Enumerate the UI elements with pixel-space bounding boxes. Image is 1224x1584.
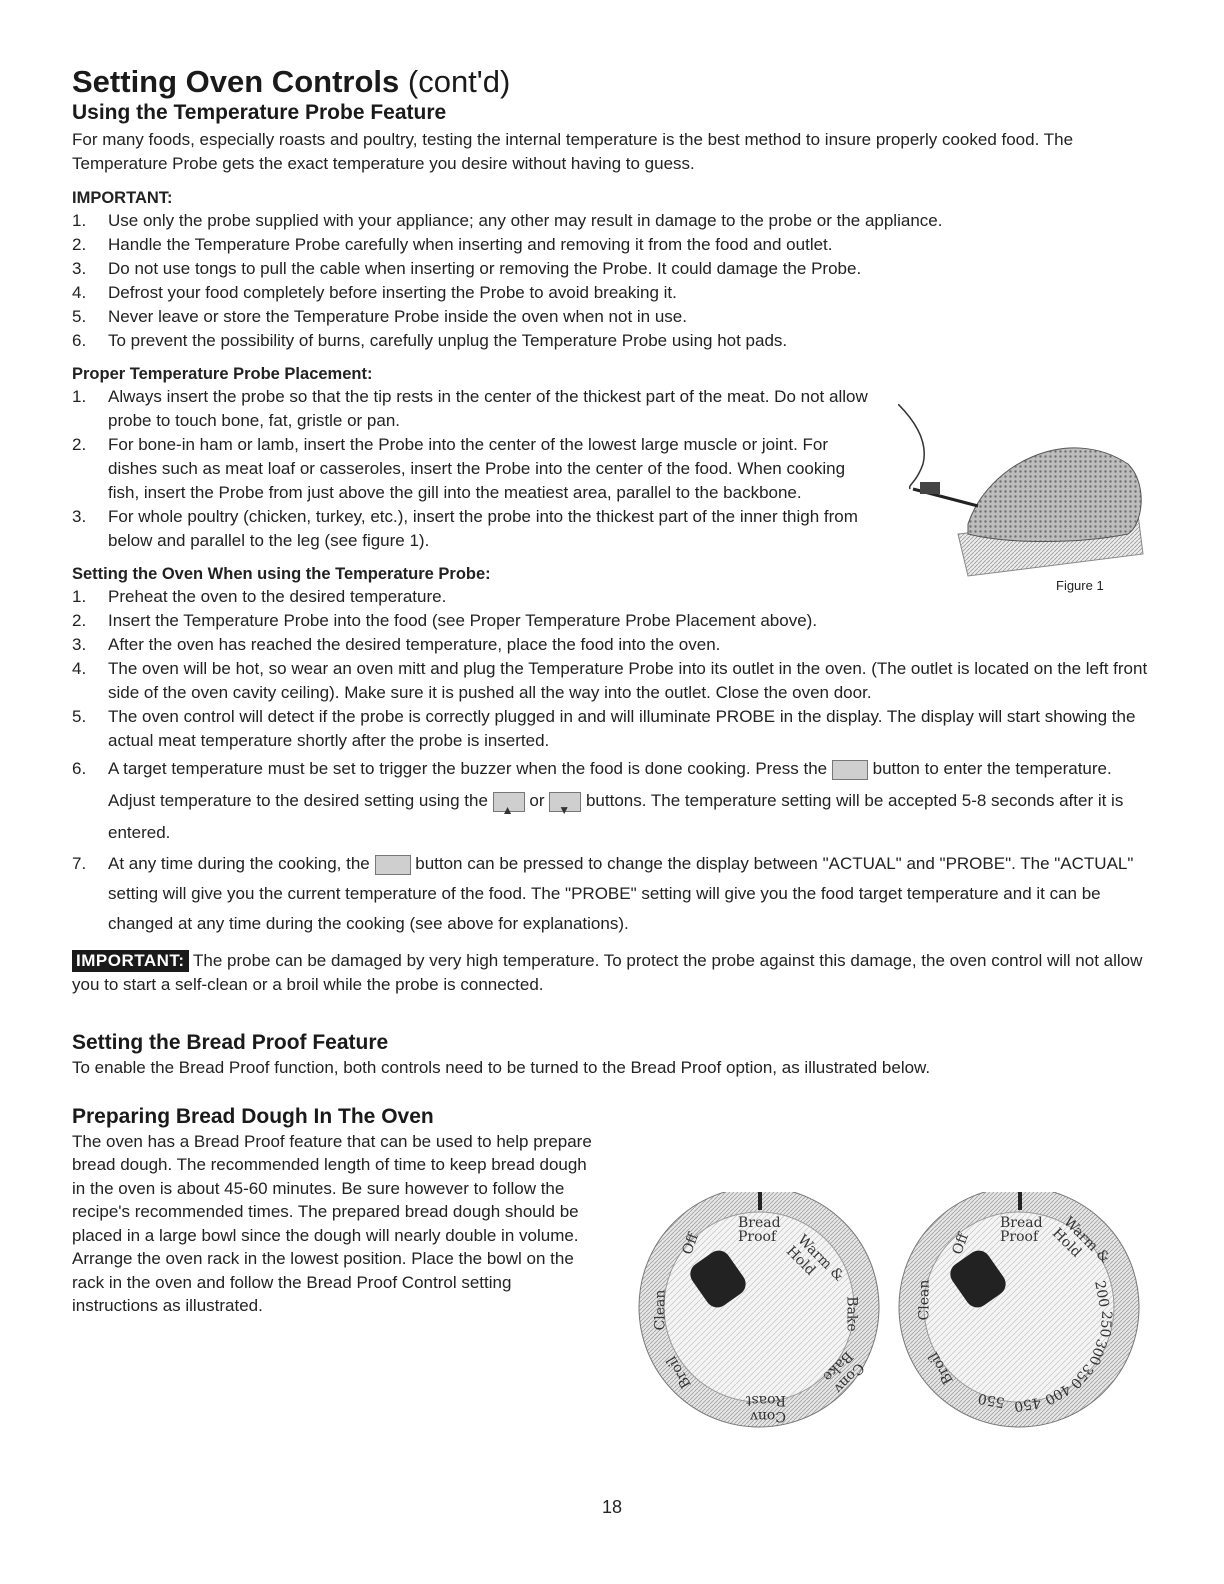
placement-heading: Proper Temperature Probe Placement: — [72, 365, 373, 383]
list-item: 2. Insert the Temperature Probe into the food (see Proper Temperature Probe Placement above). — [72, 611, 818, 630]
list-item: 4. Defrost your food completely before inserting the Probe to avoid breaking it. — [72, 283, 677, 302]
figure1-caption: Figure 1 — [1056, 578, 1104, 593]
list-item: 6. To prevent the possibility of burns, carefully unplug the Temperature Probe using hot pads. — [72, 331, 788, 350]
dial-label-warm-hold: Warm & Hold — [782, 1231, 847, 1285]
setting-list — [72, 585, 1152, 939]
dial-label-broil: Broil — [925, 1349, 957, 1387]
list-item: 3. Do not use tongs to pull the cable when inserting or removing the Probe. It could damage the Probe. — [72, 259, 862, 278]
dial-label-350: 350 — [1066, 1360, 1097, 1392]
list-item: 7. At any time during the cooking, the button can be pressed to change the display between "ACTUAL" and "PROBE". The "ACTUAL" setting will give you the current temperature of the food. The "PROBE" setting will give you the food target temperature and it can be changed at any time during the cooking (see above for explanations). — [72, 854, 1134, 933]
dial-label-bread-proof: Bread Proof — [1000, 1215, 1043, 1245]
dial-label-off: Off — [679, 1231, 702, 1257]
setting-heading: Setting the Oven When using the Temperature Probe: — [72, 565, 491, 583]
list-item: 4. The oven will be hot, so wear an oven mitt and plug the Temperature Probe into its outlet in the oven. (The outlet is located on the left front side of the oven cavity ceiling). Make sure it is pushed all the way into the outlet. Close the oven door. — [72, 659, 1148, 702]
list-item: 3. After the oven has reached the desired temperature, place the food into the oven. — [72, 635, 721, 654]
section-title-bread: Setting the Bread Proof Feature — [72, 1031, 389, 1054]
dial-label-bake: Bake — [843, 1296, 860, 1332]
dial-label-broil: Broil — [663, 1353, 695, 1391]
dial-label-550: 550 — [976, 1389, 1006, 1411]
down-arrow-icon — [549, 792, 581, 812]
important-badge: IMPORTANT: — [72, 950, 189, 972]
important-heading: IMPORTANT: — [72, 189, 173, 207]
page-title: Setting Oven Controls (cont'd) — [72, 64, 511, 99]
section-title-probe: Using the Temperature Probe Feature — [72, 101, 447, 124]
list-item: 2. Handle the Temperature Probe carefully when inserting and removing it from the food and outlet. — [72, 235, 833, 254]
dial-label-conv-bake: Conv Bake — [819, 1347, 868, 1397]
list-item: 5. Never leave or store the Temperature Probe inside the oven when not in use. — [72, 307, 687, 326]
warning-paragraph: IMPORTANT: The probe can be damaged by very high temperature. To protect the probe against this damage, the oven control will not allow you to start a self-clean or a broil while the probe is connected. — [72, 951, 1143, 994]
dial-label-clean: Clean — [652, 1289, 669, 1331]
important-list — [72, 209, 1152, 353]
list-item: 5. The oven control will detect if the probe is correctly plugged in and will illuminate PROBE in the display. The display will start showing the actual meat temperature shortly after the probe is inserted. — [72, 707, 1136, 750]
probe-button-icon — [832, 760, 868, 780]
placement-list — [72, 385, 872, 553]
dial-label-off: Off — [949, 1231, 972, 1257]
bread-paragraph: To enable the Bread Proof function, both controls need to be turned to the Bread Proof option, as illustrated below. — [72, 1058, 931, 1077]
list-item: 2. For bone-in ham or lamb, insert the Probe into the center of the lowest large muscle or joint. For dishes such as meat loaf or casseroles, insert the Probe into the center of the food. When cooking fish, insert the Probe from just above the gill into the meatiest area, parallel to the backbone. — [72, 435, 846, 502]
intro-paragraph: For many foods, especially roasts and poultry, testing the internal temperature is the best method to insure properly cooked food. The Temperature Probe gets the exact temperature you desire without having to guess. — [72, 130, 1074, 173]
page-content — [72, 64, 1152, 1318]
page-number: 18 — [601, 1497, 623, 1517]
dial-label-400: 400 — [1041, 1380, 1073, 1408]
up-arrow-icon — [493, 792, 525, 812]
dough-paragraph: The oven has a Bread Proof feature that can be used to help prepare bread dough. The recommended length of time to keep bread dough in the oven is about 45-60 minutes. Be sure however to follow the recipe's recommended times. The prepared bread dough should be placed in a large bowl since the dough will nearly double in volume. Arrange the oven rack in the lowest position. Place the bowl on the rack in the oven and follow the Bread Proof Control setting instructions as illustrated. — [72, 1131, 592, 1315]
list-item: 6. A target temperature must be set to trigger the buzzer when the food is done cooking. Press the button to enter the temperature. Adjust temperature to the desired setting using the ▲ or ▼ buttons. The temperature setting will be accepted 5-8 seconds after it is entered. — [72, 753, 1152, 849]
section-title-dough: Preparing Bread Dough In The Oven — [72, 1104, 434, 1128]
dial-label-warm-hold: Warm & Hold — [1048, 1213, 1113, 1267]
dial-label-200: 200 — [1091, 1279, 1112, 1309]
dial-label-bread-proof: Bread Proof — [738, 1215, 781, 1245]
list-item: 1. Preheat the oven to the desired temperature. — [72, 587, 447, 606]
left-dial-labels — [634, 1192, 884, 1432]
list-item: 3. For whole poultry (chicken, turkey, etc.), insert the probe into the thickest part of the inner thigh from below and parallel to the leg (see figure 1). — [72, 507, 858, 550]
dial-label-450: 450 — [1012, 1393, 1042, 1415]
dial-label-250: 250 — [1096, 1309, 1115, 1339]
probe-button-icon — [375, 855, 411, 875]
dial-label-300: 300 — [1085, 1336, 1110, 1368]
figure1-probe-illustration — [898, 404, 1152, 600]
list-item: 1. Always insert the probe so that the tip rests in the center of the thickest part of the meat. Do not allow probe to touch bone, fat, gristle or pan. — [72, 387, 868, 430]
list-item: 1. Use only the probe supplied with your appliance; any other may result in damage to the probe or the appliance. — [72, 211, 943, 230]
dial-label-clean: Clean — [916, 1279, 933, 1321]
dial-label-conv-roast: Conv Roast — [745, 1392, 786, 1424]
right-dial-labels — [894, 1192, 1144, 1432]
